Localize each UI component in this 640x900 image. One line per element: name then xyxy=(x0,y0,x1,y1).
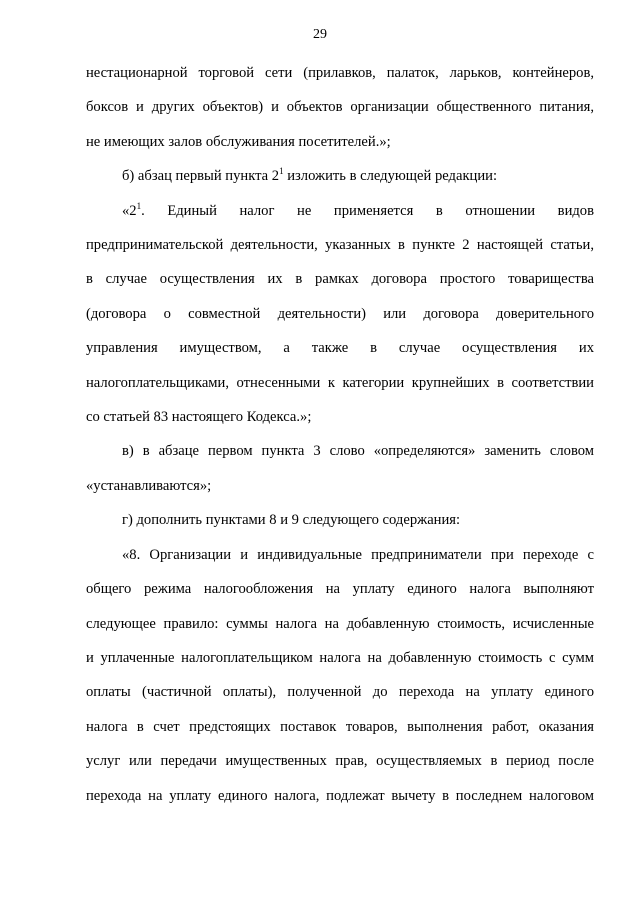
text-line: налога в счет предстоящих поставок товаров, выполнения работ, оказания xyxy=(86,718,594,735)
text-line: налогоплательщиками, отнесенными к категории крупнейших в соответствии xyxy=(86,374,594,391)
text-line: в) в абзаце первом пункта 3 слово «определяются» заменить словом xyxy=(122,443,594,460)
text-line: услуг или передачи имущественных прав, осуществляемых в период после xyxy=(86,753,594,770)
text-line: нестационарной торговой сети (прилавков, палаток, ларьков, контейнеров, xyxy=(86,65,594,81)
text-line xyxy=(86,159,594,193)
page-number: 29 xyxy=(313,27,327,42)
superscript: 1 xyxy=(279,166,284,177)
text-line: общего режима налогообложения на уплату единого налога выполняют xyxy=(86,581,594,598)
text-line: «устанавливаются»; xyxy=(86,477,212,494)
text-line-end: изложить в следующей редакции: xyxy=(283,168,498,185)
text-line: перехода на уплату единого налога, подлежат вычету в последнем налоговом xyxy=(86,787,594,804)
text-line xyxy=(86,194,594,228)
text-line: оплаты (частичной оплаты), полученной до перехода на уплату единого xyxy=(86,684,594,701)
text-line: управления имуществом, а также в случае осуществления их xyxy=(86,340,594,357)
text-line: не имеющих залов обслуживания посетителей.»; xyxy=(86,133,391,150)
text-line-start: «2 xyxy=(122,202,137,219)
superscript: 1 xyxy=(136,200,142,211)
body-text xyxy=(86,56,594,813)
text-line-start: б) абзац первый пункта 2 xyxy=(122,168,280,185)
text-line: следующее правило: суммы налога на добавленную стоимость, исчисленные xyxy=(86,615,594,632)
text-line: г) дополнить пунктами 8 и 9 следующего содержания: xyxy=(122,512,461,529)
text-line: (договора о совместной деятельности) или договора доверительного xyxy=(86,305,594,322)
text-line: со статьей 83 настоящего Кодекса.»; xyxy=(86,409,312,426)
text-line-end: . Единый налог не применяется в отношении видов xyxy=(141,202,594,219)
text-line: предпринимательской деятельности, указанных в пункте 2 настоящей статьи, xyxy=(86,237,594,254)
text-line: боксов и других объектов) и объектов организации общественного питания, xyxy=(86,99,594,116)
text-line: и уплаченные налогоплательщиком налога на добавленную стоимость с сумм xyxy=(86,649,594,666)
text-line: «8. Организации и индивидуальные предприниматели при переходе с xyxy=(122,546,594,563)
text-line: в случае осуществления их в рамках договора простого товарищества xyxy=(86,271,594,288)
